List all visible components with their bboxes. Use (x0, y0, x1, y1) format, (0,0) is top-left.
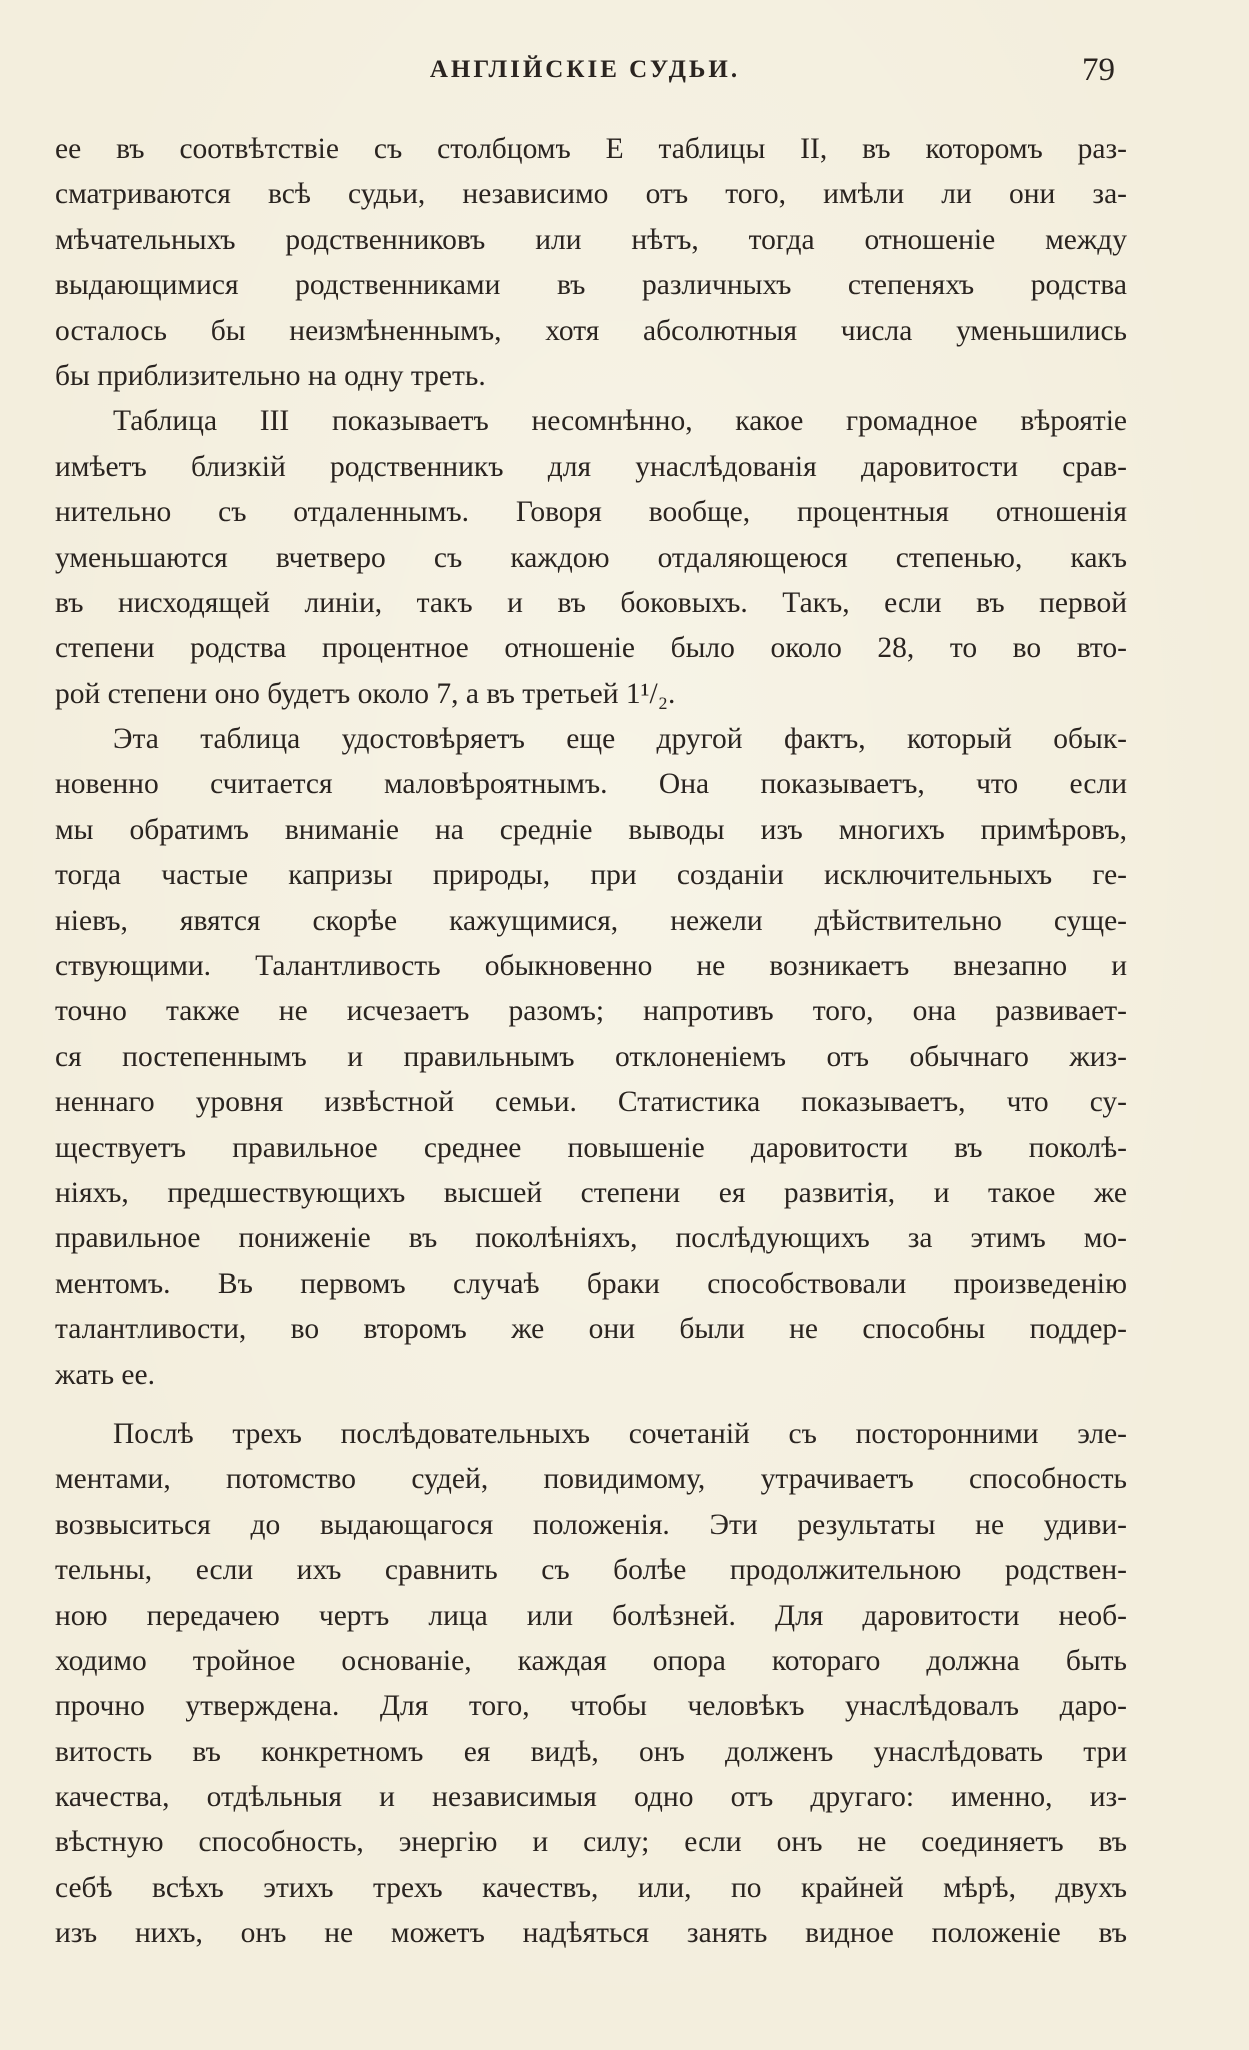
text-line: качества, отдѣльныя и независимыя одно отъ другаго: именно, из- (55, 1781, 1127, 1814)
text-line: ніяхъ, предшествующихъ высшей степени ея развитія, и такое же (55, 1176, 1127, 1209)
text-line: ніевъ, явятся скорѣе кажущимися, нежели дѣйствительно суще- (55, 904, 1127, 937)
text-line: мѣчательныхъ родственниковъ или нѣтъ, тогда отношеніе между (55, 223, 1127, 256)
text-line: вѣстную способность, энергію и силу; если онъ не соединяетъ въ (55, 1826, 1127, 1859)
text-line: точно также не исчезаетъ разомъ; напротивъ того, она развивает- (55, 995, 1127, 1028)
running-head (55, 52, 1115, 92)
text-line: неннаго уровня извѣстной семьи. Статистика показываетъ, что су- (55, 1086, 1127, 1119)
paragraph-4 (55, 1412, 1127, 1957)
running-head-title: АНГЛІЙСКІЕ СУДЬИ. (429, 56, 741, 83)
paragraph-2 (55, 399, 1127, 717)
text-line: себѣ всѣхъ этихъ трехъ качествъ, или, по крайней мѣрѣ, двухъ (55, 1871, 1127, 1904)
text-line: ществуетъ правильное среднее повышеніе даровитости въ поколѣ- (55, 1131, 1127, 1164)
paragraph-3 (55, 717, 1127, 1398)
text-line: въ нисходящей линіи, такъ и въ боковыхъ. Такъ, если въ первой (55, 586, 1127, 619)
text-line: возвыситься до выдающагося положенія. Эти результаты не удиви- (55, 1508, 1127, 1541)
text-line: правильное пониженіе въ поколѣніяхъ, послѣдующихъ за этимъ мо- (55, 1222, 1127, 1255)
text-line: изъ нихъ, онъ не можетъ надѣяться занять видное положеніе въ (55, 1917, 1127, 1950)
text-line: Эта таблица удостовѣряетъ еще другой фактъ, который обык- (113, 723, 1127, 756)
body-text (55, 127, 1127, 1957)
page-number: 79 (1082, 52, 1115, 88)
text-line: витость въ конкретномъ ея видѣ, онъ долженъ унаслѣдовать три (55, 1735, 1127, 1768)
text-line: уменьшаются вчетверо съ каждою отдаляющеюся степенью, какъ (55, 541, 1127, 574)
text-line: ее въ соотвѣтствіе съ столбцомъ E таблицы II, въ которомъ раз- (55, 133, 1127, 165)
text-line: прочно утверждена. Для того, чтобы человѣкъ унаслѣдовалъ даро- (55, 1690, 1127, 1723)
text-line: имѣетъ близкій родственникъ для унаслѣдованія даровитости срав- (55, 450, 1127, 483)
text-line: жать ее. (55, 1358, 155, 1391)
text-line: ся постепеннымъ и правильнымъ отклоненіемъ отъ обычнаго жиз- (55, 1040, 1127, 1073)
text-line: ментомъ. Въ первомъ случаѣ браки способствовали произведенію (55, 1267, 1127, 1300)
text-line: степени родства процентное отношеніе было около 28, то во вто- (55, 632, 1127, 665)
text-line: осталось бы неизмѣненнымъ, хотя абсолютныя числа уменьшились (55, 314, 1127, 347)
text-line: Таблица III показываетъ несомнѣнно, какое громадное вѣроятіе (113, 405, 1127, 438)
text-line: нительно съ отдаленнымъ. Говоря вообще, процентныя отношенія (55, 496, 1127, 529)
paragraph-1 (55, 127, 1127, 399)
text-line: талантливости, во второмъ же они были не способны поддер- (55, 1313, 1127, 1346)
text-line: тельны, если ихъ сравнить съ болѣе продолжительною родствен- (55, 1554, 1127, 1587)
text-line: сматриваются всѣ судьи, независимо отъ того, имѣли ли они за- (55, 178, 1127, 211)
text-line: ходимо тройное основаніе, каждая опора котораго должна быть (55, 1644, 1127, 1677)
text-line: бы приблизительно на одну треть. (55, 359, 486, 392)
text-line: рой степени оно будетъ около 7, а въ третьей 1¹/₂. (55, 677, 676, 710)
text-line: новенно считается маловѣроятнымъ. Она показываетъ, что если (55, 768, 1127, 801)
text-line: ною передачею чертъ лица или болѣзней. Для даровитости необ- (55, 1599, 1127, 1632)
text-line: Послѣ трехъ послѣдовательныхъ сочетаній съ посторонними эле- (113, 1417, 1127, 1450)
text-line: ментами, потомство судей, повидимому, утрачиваетъ способность (55, 1463, 1127, 1496)
text-line: выдающимися родственниками въ различныхъ степеняхъ родства (55, 269, 1127, 302)
text-line: тогда частые капризы природы, при созданіи исключительныхъ ге- (55, 859, 1127, 892)
text-line: мы обратимъ вниманіе на средніе выводы изъ многихъ примѣровъ, (55, 813, 1127, 846)
text-line: ствующими. Талантливость обыкновенно не возникаетъ внезапно и (55, 950, 1127, 983)
